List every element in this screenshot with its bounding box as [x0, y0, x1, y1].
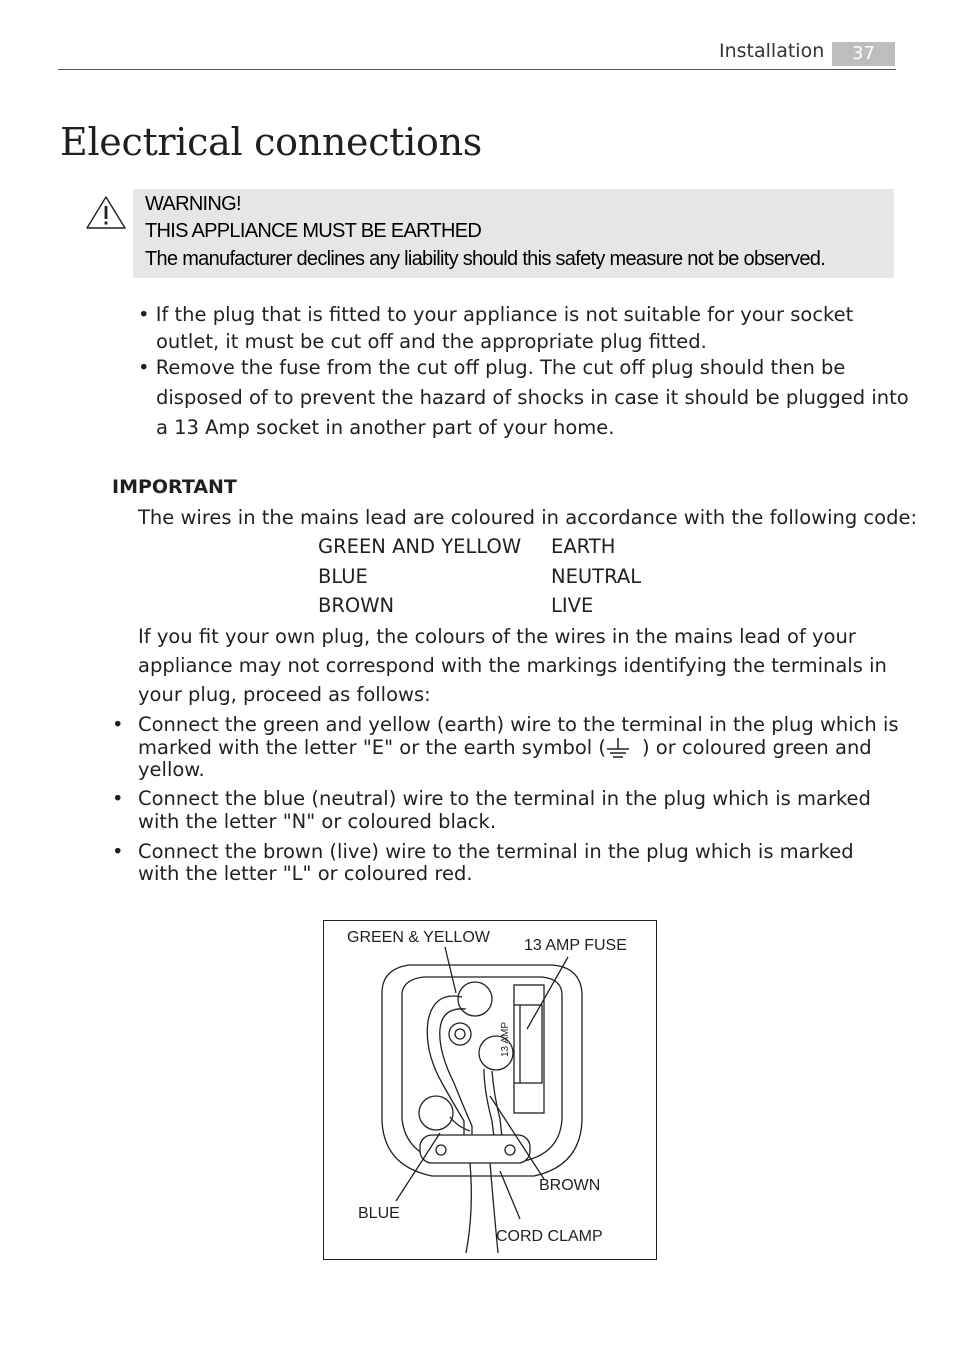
bullet-plug-line1: • If the plug that is fitted to your appliance is not suitable for your socket	[138, 303, 854, 326]
earth-symbol-icon	[605, 736, 631, 764]
step-bullet: •	[112, 840, 124, 863]
wire-colour: GREEN AND YELLOW	[318, 535, 522, 558]
step-earth-line2-post: ) or coloured green and	[642, 736, 872, 759]
own-plug-para-line3: your plug, proceed as follows:	[138, 683, 431, 706]
page-number: 37	[832, 42, 895, 66]
wire-colour: BROWN	[318, 594, 395, 617]
step-neutral-line1: Connect the blue (neutral) wire to the terminal in the plug which is marked	[138, 787, 871, 810]
wire-colour: BLUE	[318, 565, 368, 588]
wire-meaning: EARTH	[551, 535, 616, 558]
label-blue: BLUE	[358, 1205, 400, 1222]
label-13-amp-fuse: 13 AMP FUSE	[524, 937, 627, 954]
label-green-yellow: GREEN & YELLOW	[347, 929, 490, 946]
bullet-fuse-line1: • Remove the fuse from the cut off plug. The cut off plug should then be	[138, 356, 846, 379]
warning-triangle-icon	[85, 195, 127, 235]
wire-meaning: NEUTRAL	[551, 565, 642, 588]
label-brown: BROWN	[539, 1177, 601, 1194]
page-title: Electrical connections	[60, 120, 482, 164]
step-live-line1: Connect the brown (live) wire to the terminal in the plug which is marked	[138, 840, 854, 863]
own-plug-para-line1: If you fit your own plug, the colours of the wires in the mains lead of your	[138, 625, 856, 648]
step-earth-line1: Connect the green and yellow (earth) wire to the terminal in the plug which is	[138, 713, 899, 736]
wire-meaning: LIVE	[551, 594, 594, 617]
step-earth-line2-pre: marked with the letter "E" or the earth symbol (	[138, 736, 607, 759]
important-intro: The wires in the mains lead are coloured in accordance with the following code:	[138, 506, 918, 529]
step-earth-line3: yellow.	[138, 758, 205, 781]
own-plug-para-line2: appliance may not correspond with the markings identifying the terminals in	[138, 654, 887, 677]
bullet-fuse-line2: disposed of to prevent the hazard of shocks in case it should be plugged into	[156, 386, 909, 409]
fuse-rating-text: 13 AMP	[500, 1021, 511, 1057]
step-bullet: •	[112, 787, 124, 810]
running-header-section: Installation	[719, 40, 825, 62]
step-neutral-line2: with the letter "N" or coloured black.	[138, 810, 497, 833]
plug-wiring-diagram	[323, 920, 657, 1260]
important-heading: IMPORTANT	[112, 476, 237, 498]
label-cord-clamp: CORD CLAMP	[496, 1228, 603, 1245]
bullet-plug-line2: outlet, it must be cut off and the appropriate plug fitted.	[156, 330, 707, 353]
warning-heading: WARNING!	[145, 193, 241, 215]
warning-earthed: THIS APPLIANCE MUST BE EARTHED	[145, 220, 482, 242]
warning-liability: The manufacturer declines any liability should this safety measure not be observed.	[145, 248, 826, 270]
bullet-fuse-line3: a 13 Amp socket in another part of your home.	[156, 416, 615, 439]
header-rule	[58, 69, 896, 70]
step-live-line2: with the letter "L" or coloured red.	[138, 862, 473, 885]
step-bullet: •	[112, 713, 124, 736]
